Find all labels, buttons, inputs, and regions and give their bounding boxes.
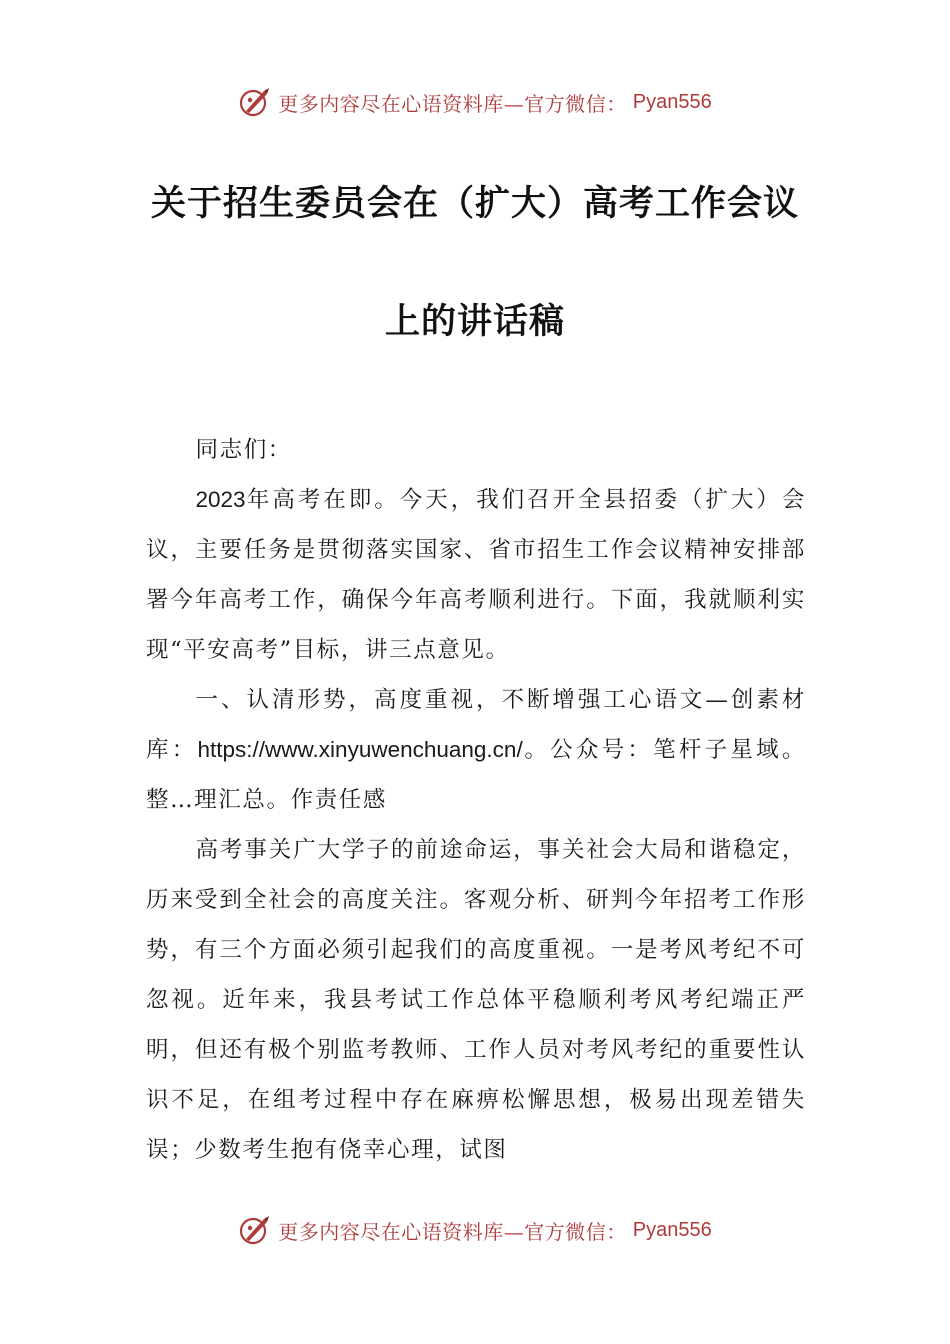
banner-text: 更多内容尽在心语资料库—官方微信： [278, 91, 627, 116]
paragraph-2 [146, 675, 806, 825]
quill-pen-logo-icon [238, 85, 272, 119]
paragraph-2-start: 一、认清形势，高度重视，不断增强工心语文—创素材库： [146, 687, 806, 763]
document-body [146, 425, 806, 1175]
quill-pen-logo-icon [238, 1213, 272, 1247]
paragraph-1-text: 年高考在即。今天，我们召开全县招委（扩大）会议，主要任务是贯彻落实国家、省市招生工作会议精神安排部署今年高考工作，确保今年高考顺利进行。下面，我就顺利实现“平安高考”目标，讲三点意见。 [146, 487, 806, 663]
paragraph-2-end: 。公众号：笔杆子星域。整…理汇总。作责任感 [146, 737, 806, 813]
paragraph-2-url: https://www.xinyuwenchuang.cn/ [197, 737, 523, 762]
greeting: 同志们： [195, 437, 292, 463]
banner-text: 更多内容尽在心语资料库—官方微信： [278, 1219, 627, 1244]
paragraph-3: 高考事关广大学子的前途命运，事关社会大局和谐稳定，历来受到全社会的高度关注。客观分析、研判今年招考工作形势，有三个方面必须引起我们的高度重视。一是考风考纪不可忽视。近年来，我县考试工作总体平稳顺利考风考纪端正严明，但还有极个别监考教师、工作人员对考风考纪的重要性认识不足，在组考过程中存在麻痹松懈思想，极易出现差错失误；少数考生抱有侥幸心理，试图 [146, 837, 806, 1163]
paragraph-1 [146, 475, 806, 675]
document-title-line-1: 关于招生委员会在（扩大）高考工作会议 [150, 184, 799, 224]
footer-banner [0, 1210, 950, 1250]
document-title-line-2: 上的讲话稿 [384, 302, 565, 342]
banner-wechat-id: Pyan556 [632, 1218, 712, 1241]
paragraph-1-year: 2023 [195, 487, 246, 512]
banner-wechat-id: Pyan556 [632, 90, 712, 113]
header-banner [0, 82, 950, 122]
